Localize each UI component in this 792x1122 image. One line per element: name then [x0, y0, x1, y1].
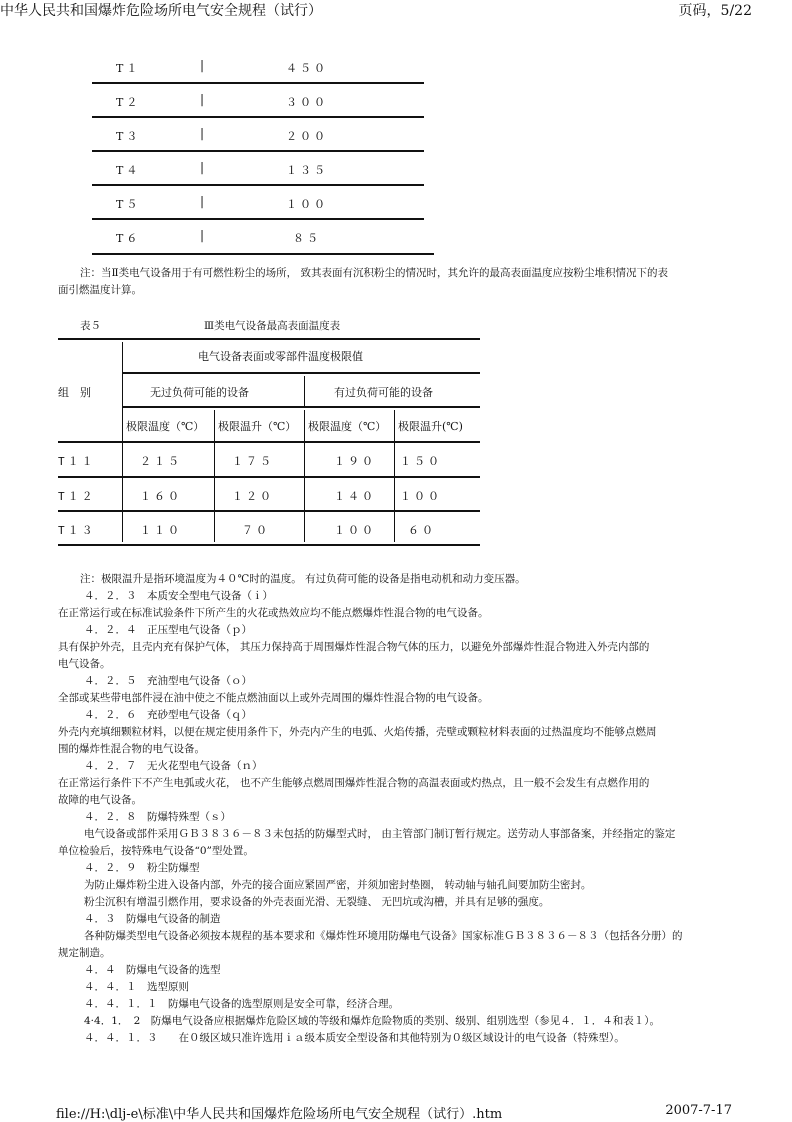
page-header [0, 0, 792, 20]
table-cell: １６０ [140, 490, 182, 503]
paragraph: 故障的电气设备。 [58, 794, 142, 806]
paragraph: 为防止爆炸粉尘进入设备内部，外壳的接合面应紧固严密，并须加密封垫圈， 转动轴与轴孔间要加防尘密封。 [84, 879, 592, 891]
page-number: 页码，5/22 [678, 3, 752, 19]
row-divider [92, 150, 424, 152]
row-divider [92, 184, 424, 186]
table-cell: １００ [334, 524, 376, 537]
section-heading: ４．２．３ 本质安全型电气设备（ｉ） [84, 590, 273, 602]
section-heading: ４．２．５ 充油型电气设备（ｏ） [84, 675, 252, 687]
table-cell: T１３ [58, 524, 96, 537]
table-cell: １４０ [334, 490, 376, 503]
col-header: 极限温度（℃） [308, 420, 387, 433]
table-cell: １９０ [334, 455, 376, 468]
section-heading: ４．２．４ 正压型电气设备（ｐ） [84, 624, 252, 636]
paragraph: 全部或某些带电部件浸在油中使之不能点燃油面以上或外壳周围的爆炸性混合物的电气设备。 [58, 692, 489, 704]
sub-header-overload: 有过负荷可能的设备 [334, 386, 433, 399]
section-heading: ４．３ 防爆电气设备的制造 [84, 913, 221, 925]
paragraph: ４．４．１．３ 在０级区域只准许选用ｉａ级本质安全型设备和其他特别为０级区域设计的电气设备（特殊型）。 [84, 1032, 625, 1044]
paragraph: 在正常运行或在标准试验条件下所产生的火花或热效应均不能点燃爆炸性混合物的电气设备。 [58, 607, 489, 619]
section-heading: ４．２．８ 防爆特殊型（ｓ） [84, 811, 231, 823]
section-heading: ４．２．６ 充砂型电气设备（ｑ） [84, 709, 252, 721]
paragraph: ４．４．１．１ 防爆电气设备的选型原则是安全可靠，经济合理。 [84, 998, 399, 1010]
table-row: T１ | ４５０ [116, 58, 328, 75]
table-cell: １７５ [232, 455, 274, 468]
table-cell: ７０ [242, 524, 270, 537]
paragraph: 在正常运行条件下不产生电弧或火花， 也不产生能够点燃周围爆炸性混合物的高温表面或灼热点，且一般不会发生有点燃作用的 [58, 777, 650, 789]
table-cell: １２０ [232, 490, 274, 503]
paragraph: 粉尘沉积有增温引燃作用，要求设备的外壳表面光滑、无裂缝、 无凹坑或沟槽，并具有足够的强度。 [84, 896, 550, 908]
table-row: T２ | ３００ [116, 92, 328, 109]
col-header: 极限温度（℃） [126, 420, 205, 433]
row-divider [92, 253, 434, 255]
group-header: 组 别 [58, 386, 91, 399]
table-cell: １１０ [140, 524, 182, 537]
sub-header-no-overload: 无过负荷可能的设备 [150, 386, 249, 399]
table-cell: １００ [400, 490, 442, 503]
paragraph: 规定制造。 [58, 947, 111, 959]
table5-title: Ⅲ类电气设备最高表面温度表 [204, 320, 341, 332]
table-row: T６ | ８５ [116, 228, 321, 245]
row-divider [92, 116, 424, 118]
paragraph: 4·4．1． 2 防爆电气设备应根据爆炸危险区域的等级和爆炸危险物质的类别、级别、组别选型（参见４．１．４和表１）。 [84, 1015, 661, 1027]
col-header: 极限温升（℃） [218, 420, 297, 433]
section-heading: ４．２．９ 粉尘防爆型 [84, 862, 200, 874]
note-paragraph: 注：当Ⅱ类电气设备用于有可燃性粉尘的场所， 致其表面有沉积粉尘的情况时，其允许的最高表面温度应按粉尘堆积情况下的表 面引燃温度计算。 [58, 267, 668, 296]
paragraph: 单位检验后，按特殊电气设备“0”型处置。 [58, 845, 254, 857]
section-heading: ４．４．１ 选型原则 [84, 981, 189, 993]
span-header: 电气设备表面或零部件温度极限值 [198, 350, 363, 363]
paragraph: 各种防爆类型电气设备必须按本规程的基本要求和《爆炸性环境用防爆电气设备》国家标准ＧＢ３８３６－８３（包括各分册）的 [84, 930, 683, 942]
paragraph: 外壳内充填细颗粒材料，以便在规定使用条件下，外壳内产生的电弧、火焰传播，壳壁或颗粒材料表面的过热温度均不能够点燃周 [58, 726, 657, 738]
table-cell: １５０ [400, 455, 442, 468]
table-cell: T１２ [58, 490, 96, 503]
footer-file-path: file://H:\dlj-e\标准\中华人民共和国爆炸危险场所电气安全规程（试行）.htm [56, 1107, 503, 1122]
paragraph: 具有保护外壳，且壳内充有保护气体， 其压力保持高于周围爆炸性混合物气体的压力，以避免外部爆炸性混合物进入外壳内部的 [58, 641, 650, 653]
table5-label: 表５ [80, 320, 101, 332]
note-paragraph: 注：极限温升是指环境温度为４０℃时的温度。 有过负荷可能的设备是指电动机和动力变压器。 [80, 573, 526, 585]
row-divider [92, 82, 424, 84]
table-cell: T１１ [58, 455, 96, 468]
table5 [58, 338, 480, 552]
col-header: 极限温升(℃) [398, 420, 463, 433]
row-divider [92, 218, 424, 220]
table-row: T５ | １００ [116, 194, 328, 211]
paragraph: 电气设备或部件采用ＧＢ３８３６－８３未包括的防爆型式时， 由主管部门制订暂行规定。送劳动人事部备案，并经指定的鉴定 [84, 828, 676, 840]
paragraph: 围的爆炸性混合物的电气设备。 [58, 743, 205, 755]
table-cell: ２１５ [140, 455, 182, 468]
footer-date: 2007-7-17 [665, 1103, 732, 1118]
table-row: T３ | ２００ [116, 126, 328, 143]
document-title: 中华人民共和国爆炸危险场所电气安全规程（试行） [0, 3, 322, 19]
section-heading: ４．２．７ 无火花型电气设备（ｎ） [84, 760, 263, 772]
table-row: T４ | １３５ [116, 160, 328, 177]
paragraph: 电气设备。 [58, 658, 111, 670]
table-cell: ６０ [408, 524, 436, 537]
section-heading: ４．４ 防爆电气设备的选型 [84, 964, 221, 976]
